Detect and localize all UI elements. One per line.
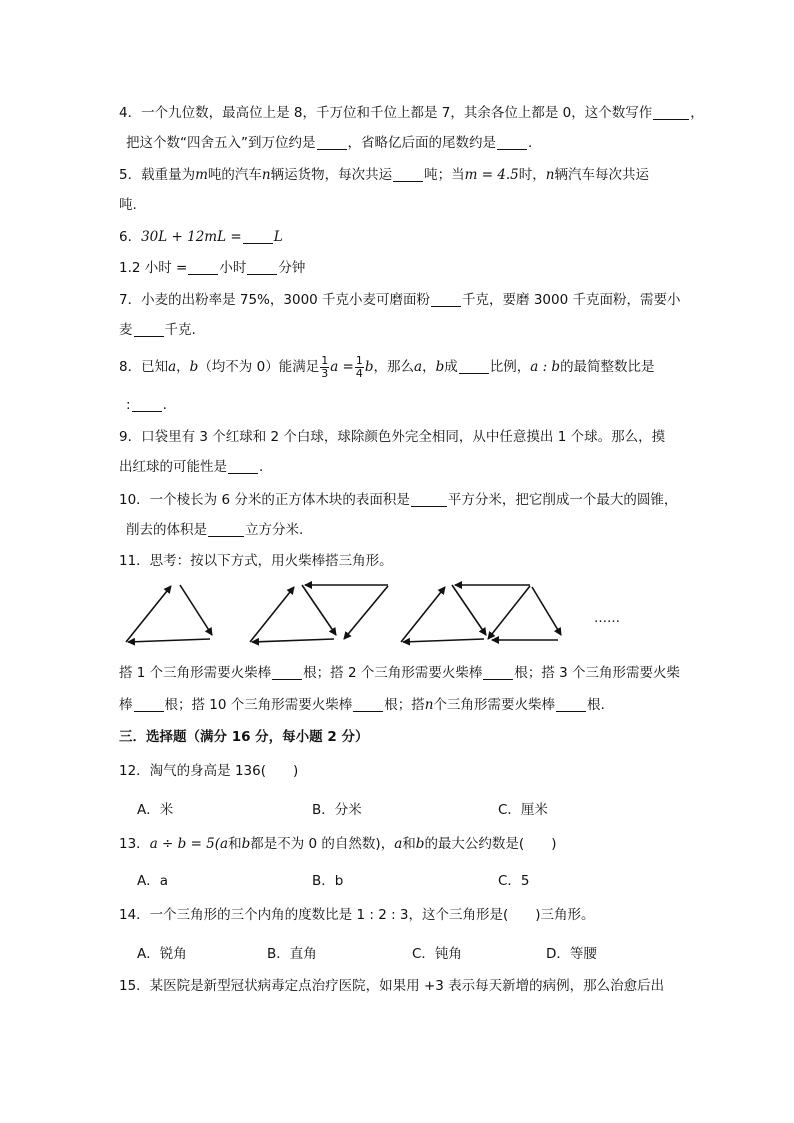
q10-line1: 10．一个棱长为 6 分米的正方体木块的表面积是 平方分米，把它削成一个最大的圆锥， — [119, 492, 678, 508]
triangle-figure-3 — [401, 585, 561, 642]
q4-blank-3[interactable] — [497, 135, 527, 150]
section-3-heading: 三．选择题（满分 16 分，每小题 2 分） — [119, 729, 369, 745]
q9-line1: 9．口袋里有 3 个红球和 2 个白球，球除颜色外完全相同，从中任意摸出 1 个球。那么，摸 — [119, 429, 666, 445]
q12-option-c[interactable]: C．厘米 — [498, 802, 548, 818]
q6-blank-2[interactable] — [188, 260, 218, 275]
q13-option-b[interactable]: B．b — [312, 873, 344, 889]
q7-blank-2[interactable] — [134, 322, 164, 337]
q11-blank-1[interactable] — [272, 665, 302, 680]
q14-option-a[interactable]: A．锐角 — [137, 946, 187, 962]
q14-option-d[interactable]: D．等腰 — [546, 946, 597, 962]
continuation-dots: …… — [594, 611, 620, 626]
q7-blank-1[interactable] — [431, 292, 461, 307]
q12-option-b[interactable]: B．分米 — [312, 802, 362, 818]
q10-blank-2[interactable] — [208, 522, 244, 537]
q8-blank-2[interactable] — [132, 397, 162, 412]
q11-blank-3[interactable] — [134, 697, 164, 712]
q11-line1: 搭 1 个三角形需要火柴棒 根；搭 2 个三角形需要火柴棒 根；搭 3 个三角形需要火柴 — [119, 665, 681, 681]
q10-line2: 削去的体积是 立方分米. — [126, 522, 304, 538]
q14-option-b[interactable]: B．直角 — [267, 946, 317, 962]
q8-line1: 8．已知a，b（均不为 0）能满足 $\frac{1}{3}$ a = $\frac{1}{4}$ b，那么a，b成 比例，a : b的最简整数比是 — [119, 353, 655, 380]
q6-blank-1[interactable] — [243, 229, 273, 244]
q13-option-c[interactable]: C．5 — [498, 873, 530, 889]
fraction-one-quarter: $\frac{1}{4}$ — [355, 353, 363, 380]
q7-line1: 7．小麦的出粉率是 75%，3000 千克小麦可磨面粉 千克，要磨 3000 千克面粉，需要小 — [119, 292, 681, 308]
q11-blank-2[interactable] — [483, 665, 513, 680]
q7-line2: 麦 千克. — [119, 322, 196, 338]
q5-line1: 5．载重量为m吨的汽车n辆运货物，每次共运 吨；当m = 4.5时，n辆汽车每次共运 — [119, 167, 649, 183]
q4-blank-2[interactable] — [317, 135, 347, 150]
q11-title: 11．思考：按以下方式，用火柴棒搭三角形。 — [119, 553, 393, 569]
fraction-one-third: $\frac{1}{3}$ — [321, 353, 329, 380]
q6-line2: 1.2 小时 = 小时 分钟 — [119, 260, 306, 276]
q5-line2: 吨. — [119, 197, 137, 213]
q6-blank-3[interactable] — [247, 260, 277, 275]
triangle-figure-1 — [126, 585, 212, 642]
q4-line2: 把这个数“四舍五入”到万位约是 ，省略亿后面的尾数约是 . — [126, 135, 533, 151]
q11-blank-4[interactable] — [353, 697, 383, 712]
q14-option-c[interactable]: C．钝角 — [412, 946, 462, 962]
q14-stem: 14．一个三角形的三个内角的度数比是 1 : 2 : 3，这个三角形是( )三角形。 — [119, 907, 595, 923]
q8-line2: : . — [126, 397, 167, 413]
q12-stem: 12．淘气的身高是 136( ) — [119, 763, 299, 779]
q13-stem: 13．a ÷ b = 5(a和b都是不为 0 的自然数)，a和b的最大公约数是( ) — [119, 836, 557, 852]
q9-line2: 出红球的可能性是 . — [119, 459, 264, 475]
q4-line1: 4．一个九位数，最高位上是 8，千万位和千位上都是 7，其余各位上都是 0，这个数写作 ， — [119, 105, 704, 121]
q12-option-a[interactable]: A．米 — [137, 802, 174, 818]
q15-stem: 15．某医院是新型冠状病毒定点治疗医院，如果用 +3 表示每天新增的病例，那么治愈后出 — [119, 978, 665, 994]
triangle-figure-2 — [250, 585, 388, 642]
q6-line1: 6．30L + 12mL = L — [119, 229, 283, 245]
q5-blank-1[interactable] — [393, 167, 423, 182]
q10-blank-1[interactable] — [411, 492, 447, 507]
q13-option-a[interactable]: A．a — [137, 873, 169, 889]
q11-line2: 棒 根；搭 10 个三角形需要火柴棒 根；搭n个三角形需要火柴棒 根. — [119, 697, 605, 713]
q8-blank-1[interactable] — [459, 359, 489, 374]
q11-blank-5[interactable] — [556, 697, 586, 712]
q4-blank-1[interactable] — [653, 105, 689, 120]
q9-blank-1[interactable] — [228, 459, 258, 474]
matchstick-triangles-figure — [118, 577, 638, 649]
